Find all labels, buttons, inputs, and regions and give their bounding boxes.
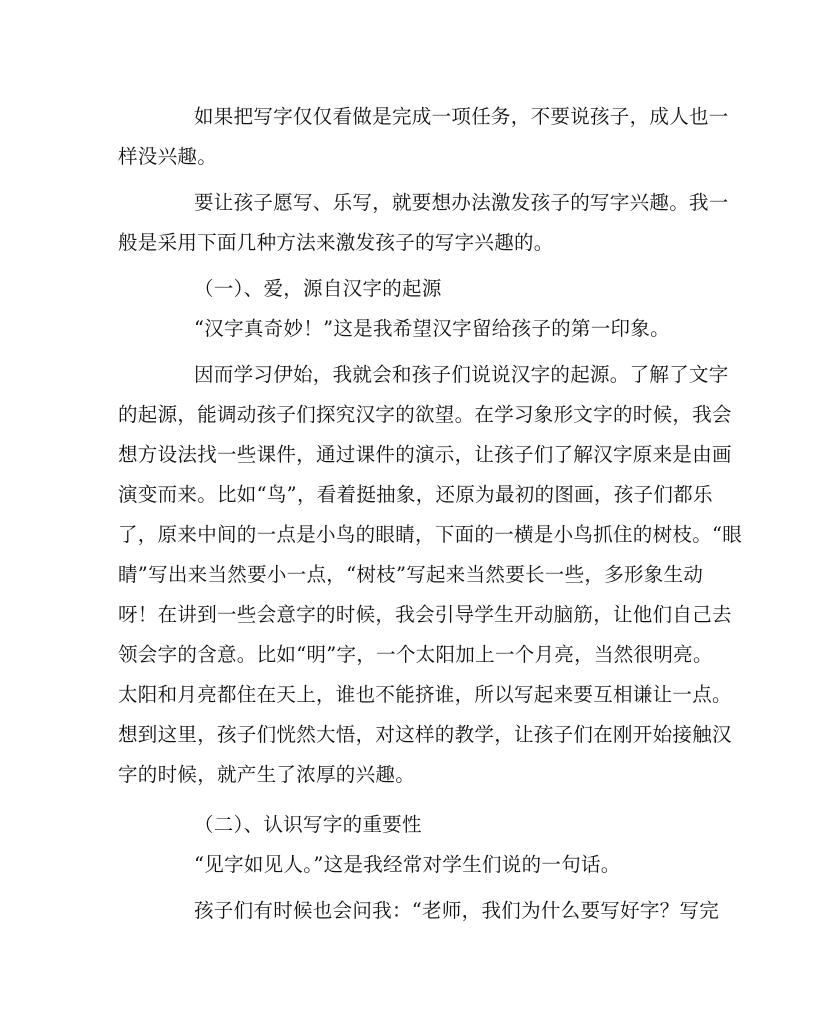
paragraph-line: 的起源，能调动孩子们探究汉字的欲望。在学习象形文字的时候，我会 — [118, 403, 732, 426]
paragraph-line: 因而学习伊始，我就会和孩子们说说汉字的起源。了解了文字 — [194, 363, 729, 386]
paragraph-line: “见字如见人。”这是我经常对学生们说的一句话。 — [194, 853, 621, 876]
paragraph-line: 般是采用下面几种方法来激发孩子的写字兴趣的。 — [118, 231, 554, 254]
paragraph-line: 了，原来中间的一点是小鸟的眼睛，下面的一横是小鸟抓住的树枝。“眼 — [118, 523, 743, 546]
paragraph-line: 想到这里，孩子们恍然大悟，对这样的教学，让孩子们在刚开始接触汉 — [118, 723, 732, 746]
paragraph-line: 睛”写出来当然要小一点，“树枝”写起来当然要长一些，多形象生动 — [118, 563, 704, 586]
paragraph-line: 呀！在讲到一些会意字的时候，我会引导学生开动脑筋，让他们自己去 — [118, 603, 732, 626]
section-heading: （二）、认识写字的重要性 — [194, 813, 422, 836]
paragraph-line: “汉字真奇妙！”这是我希望汉字留给孩子的第一印象。 — [194, 317, 670, 340]
paragraph-line: 要让孩子愿写、乐写，就要想办法激发孩子的写字兴趣。我一 — [194, 191, 729, 214]
paragraph-line: 字的时候，就产生了浓厚的兴趣。 — [118, 763, 416, 786]
section-heading: （一）、爱，源自汉字的起源 — [194, 277, 442, 300]
paragraph-line: 孩子们有时候也会问我：“老师，我们为什么要写好字？写完 — [194, 899, 720, 922]
paragraph-line: 演变而来。比如“鸟”，看着挺抽象，还原为最初的图画，孩子们都乐 — [118, 483, 713, 506]
paragraph-line: 领会字的含意。比如“明”字，一个太阳加上一个月亮，当然很明亮。 — [118, 643, 713, 666]
paragraph-line: 样没兴趣。 — [118, 145, 218, 168]
paragraph-line: 如果把写字仅仅看做是完成一项任务，不要说孩子，成人也一 — [194, 105, 729, 128]
paragraph-line: 想方设法找一些课件，通过课件的演示，让孩子们了解汉字原来是由画 — [118, 443, 732, 466]
paragraph-line: 太阳和月亮都住在天上，谁也不能挤谁，所以写起来要互相谦让一点。 — [118, 683, 732, 706]
